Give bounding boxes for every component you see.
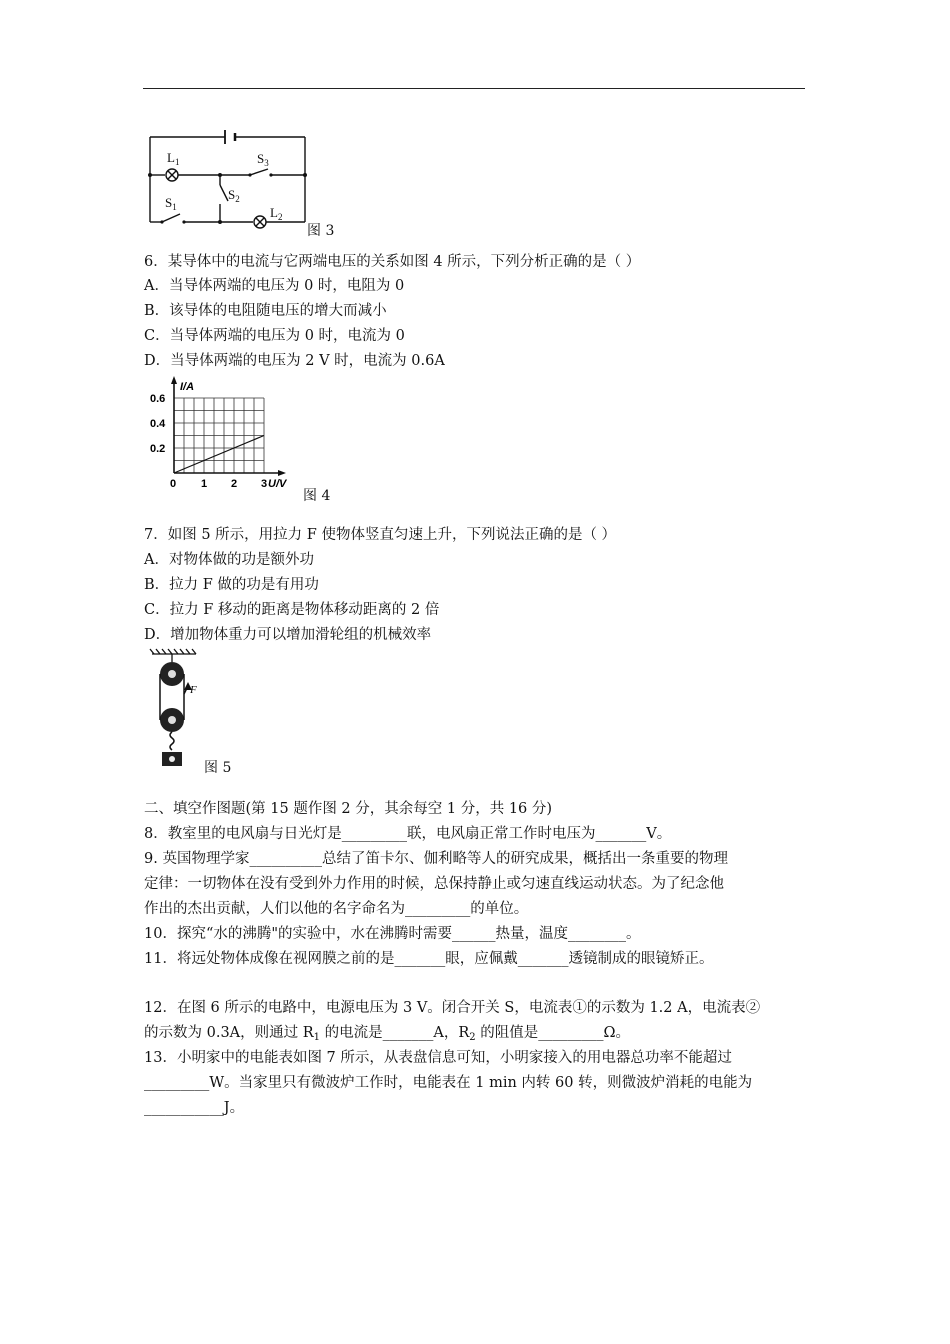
x-tick-label: 3 bbox=[261, 478, 268, 490]
q10: 10．探究“水的沸腾"的实验中，水在沸腾时需要______热量，温度________。 bbox=[144, 926, 641, 942]
force-f-label: F bbox=[190, 684, 197, 696]
q6-option-d: D．当导体两端的电压为 2 V 时，电流为 0.6A bbox=[144, 353, 445, 369]
svg-text:L2 bbox=[270, 205, 282, 222]
figure-3-label: 图 3 bbox=[307, 223, 335, 239]
y-tick-label: 0.2 bbox=[150, 443, 166, 455]
label-l2: L bbox=[270, 205, 278, 220]
y-tick-label: 0.6 bbox=[150, 393, 166, 405]
x-tick-label: 2 bbox=[231, 478, 238, 490]
q9-line-2: 定律：一切物体在没有受到外力作用的时候，总保持静止或匀速直线运动状态。为了纪念他 bbox=[144, 876, 724, 892]
svg-text:S3 bbox=[257, 151, 269, 168]
q12-text-b: 的电流是_______A，R bbox=[320, 1025, 470, 1041]
svg-text:S1 bbox=[165, 195, 177, 212]
q7-option-b: B．拉力 F 做的功是有用功 bbox=[144, 577, 319, 593]
q7-option-a: A．对物体做的功是额外功 bbox=[144, 552, 314, 568]
q6-stem: 6．某导体中的电流与它两端电压的关系如图 4 所示，下列分析正确的是（ ） bbox=[144, 254, 641, 270]
header-rule bbox=[143, 88, 805, 89]
q9-line-1: 9. 英国物理学家__________总结了笛卡尔、伽利略等人的研究成果，概括出一条重要的物理 bbox=[144, 851, 728, 867]
q13-line-2: _________W。当家里只有微波炉工作时，电能表在 1 min 内转 60 转，则微波炉消耗的电能为 bbox=[144, 1075, 753, 1091]
svg-text:S2 bbox=[228, 187, 240, 204]
figure-5-label: 图 5 bbox=[204, 760, 232, 776]
y-axis-arrow bbox=[171, 376, 177, 384]
label-s2-sub: 2 bbox=[235, 194, 240, 204]
svg-text:L1 bbox=[167, 150, 179, 167]
q12-text-c: 的阻值是_________Ω。 bbox=[475, 1025, 631, 1041]
y-axis-label: I/A bbox=[180, 381, 195, 393]
label-s1-sub: 1 bbox=[172, 202, 177, 212]
x-tick-label: 0 bbox=[170, 478, 177, 490]
label-l1-sub: 1 bbox=[174, 157, 180, 167]
q7-stem: 7．如图 5 所示，用拉力 F 使物体竖直匀速上升，下列说法正确的是（ ） bbox=[144, 527, 617, 543]
q6-option-c: C．当导体两端的电压为 0 时，电流为 0 bbox=[144, 328, 405, 344]
q9-line-3: 作出的杰出贡献，人们以他的名字命名为_________的单位。 bbox=[144, 901, 529, 917]
q12-line-2 bbox=[144, 1023, 630, 1048]
q12-text-a: 的示数为 0.3A，则通过 R bbox=[144, 1025, 314, 1041]
q12-line-1: 12．在图 6 所示的电路中，电源电压为 3 V。闭合开关 S，电流表①的示数为 1.2 A，电流表② bbox=[144, 1000, 761, 1016]
figure-4-chart bbox=[148, 375, 308, 500]
q12-sub-2: 2 bbox=[469, 1032, 476, 1043]
figure-3-circuit bbox=[140, 125, 315, 230]
label-s3-sub: 3 bbox=[264, 158, 269, 168]
x-axis-arrow bbox=[278, 470, 286, 476]
label-s1: S bbox=[165, 195, 173, 210]
q13-line-3: ___________J。 bbox=[144, 1100, 245, 1116]
q6-option-a: A．当导体两端的电压为 0 时，电阻为 0 bbox=[144, 278, 405, 294]
label-s2: S bbox=[228, 187, 236, 202]
q11: 11．将远处物体成像在视网膜之前的是_______眼，应佩戴_______透镜制成的眼镜矫正。 bbox=[144, 951, 714, 967]
y-tick-label: 0.4 bbox=[150, 418, 166, 430]
series-line bbox=[174, 436, 264, 474]
q6-option-b: B．该导体的电阻随电压的增大而减小 bbox=[144, 303, 387, 319]
figure-4-label: 图 4 bbox=[303, 488, 331, 504]
label-s3: S bbox=[257, 151, 265, 166]
x-axis-label: U/V bbox=[268, 478, 287, 490]
label-l2-sub: 2 bbox=[277, 212, 283, 222]
label-l1: L bbox=[167, 150, 175, 165]
q7-option-d: D．增加物体重力可以增加滑轮组的机械效率 bbox=[144, 627, 432, 643]
q8: 8．教室里的电风扇与日光灯是_________联，电风扇正常工作时电压为_______V。 bbox=[144, 826, 672, 842]
q13-line-1: 13．小明家中的电能表如图 7 所示，从表盘信息可知，小明家接入的用电器总功率不能超过 bbox=[144, 1050, 732, 1066]
section-2-heading: 二、填空作图题(第 15 题作图 2 分，其余每空 1 分，共 16 分) bbox=[144, 801, 553, 817]
q7-option-c: C．拉力 F 移动的距离是物体移动距离的 2 倍 bbox=[144, 602, 440, 618]
q12-sub-1: 1 bbox=[313, 1032, 321, 1043]
figure-5-pulley bbox=[148, 648, 208, 773]
x-tick-label: 1 bbox=[201, 478, 208, 490]
